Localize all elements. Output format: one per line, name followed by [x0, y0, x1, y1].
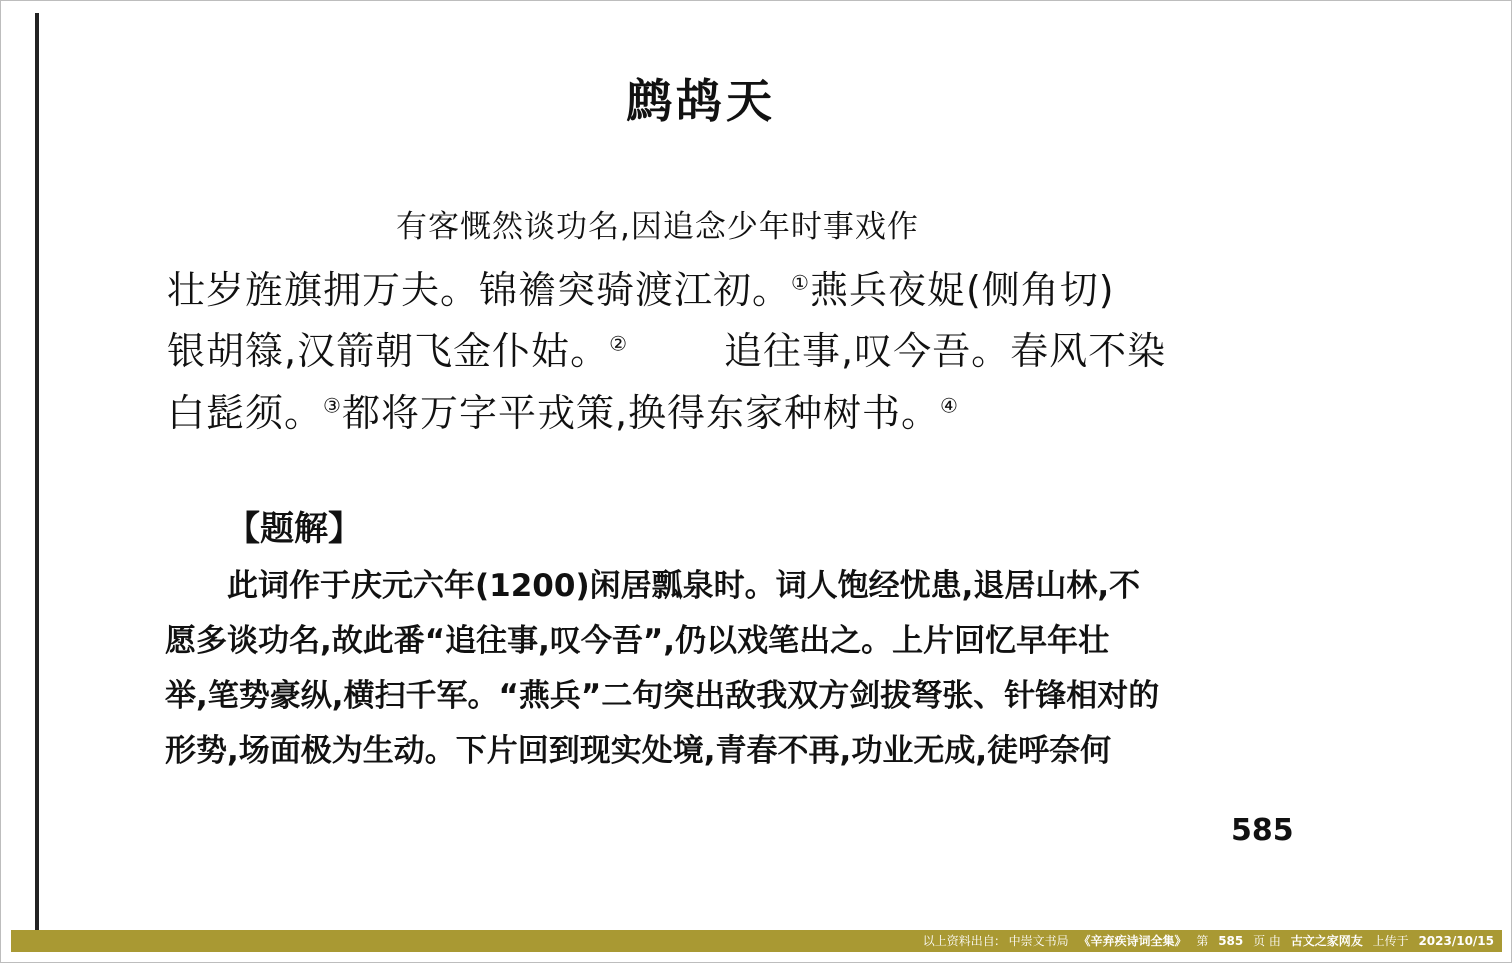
note-marker-1: ① [791, 270, 810, 295]
poem-line-3 [167, 390, 1287, 436]
note-marker-4: ④ [940, 393, 959, 418]
footer-book-title: 《辛弃疾诗词全集》 [1078, 934, 1187, 948]
footer-uploader: 古文之家网友 [1290, 934, 1363, 948]
poem-line-2 [167, 328, 1287, 374]
footer-publisher: 中崇文书局 [1008, 934, 1069, 948]
note-marker-3: ③ [323, 393, 342, 418]
page-number: 585 [1231, 813, 1294, 848]
footer-date: 2023/10/15 [1418, 934, 1494, 948]
footer-page-label-after: 页 由 [1253, 934, 1281, 948]
poem-line-2-text-b: 追往事,叹今吾。春风不染 [724, 329, 1167, 373]
explanation-line-3: 举,笔势豪纵,横扫千军。“燕兵”二句突出敌我双方剑拔弩张、针锋相对的 [165, 678, 1160, 714]
poem-line-2-text-a: 银胡簶,汉箭朝飞金仆姑。 [167, 329, 610, 373]
explanation-line-1: 此词作于庆元六年(1200)闲居瓢泉时。词人饱经忧患,退居山林,不 [227, 568, 1141, 604]
poem-line-1-text-b: 燕兵夜娖(侧角切) [809, 268, 1115, 312]
explanation-line-2: 愿多谈功名,故此番“追往事,叹今吾”,仍以戏笔出之。上片回忆早年壮 [165, 623, 1110, 659]
explanation-line-4: 形势,场面极为生动。下片回到现实处境,青春不再,功业无成,徒呼奈何 [165, 733, 1112, 769]
section-heading: 【题解】 [226, 509, 362, 549]
footer-page-label-before: 第 [1196, 934, 1209, 948]
poem-line-3-text-b: 都将万字平戎策,换得东家种树书。 [341, 391, 941, 435]
poem-title: 鹧鸪天 [626, 74, 776, 128]
poem-line-3-text-a: 白髭须。 [167, 391, 324, 435]
note-marker-2: ② [609, 331, 629, 356]
poem-preface: 有客慨然谈功名,因追念少年时事戏作 [396, 209, 919, 245]
footer-upload-label: 上传于 [1372, 934, 1409, 948]
footer-page-number: 585 [1218, 934, 1244, 948]
footer-source-prefix: 以上资料出自: [922, 934, 999, 948]
page-left-border [35, 13, 39, 931]
poem-line-1-text-a: 壮岁旌旗拥万夫。锦襜突骑渡江初。 [167, 268, 792, 312]
poem-line-1 [167, 267, 1287, 313]
source-footer [11, 930, 1502, 952]
